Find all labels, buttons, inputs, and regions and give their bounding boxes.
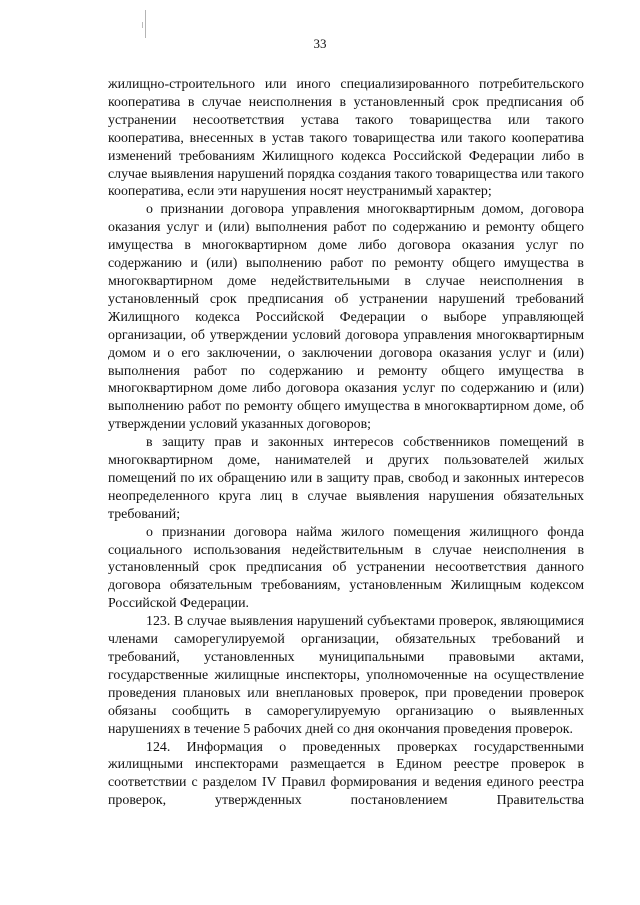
paragraph-social-rental-contract: о признании договора найма жилого помещения жилищного фонда социального использования недействительным в случае неисполнения в установленный срок предписания об устранении несоответствия данного договора обязательным требованиям, установленным Жилищным кодексом Российской Федерации.	[108, 524, 584, 612]
document-body	[108, 76, 584, 810]
paragraph-123: 123. В случае выявления нарушений субъектами проверок, являющимися членами саморегулируемой организации, обязательных требований и требований, установленных муниципальными правовыми актами, государственные жилищные инспекторы, уполномоченные на осуществление проведения плановых или внеплановых проверок, при проведении проверок обязаны сообщить в саморегулируемую организацию о выявленных нарушениях в течение 5 рабочих дней со дня окончания проведения проверок.	[108, 614, 584, 737]
paragraph-owners-rights: в защиту прав и законных интересов собственников помещений в многоквартирном доме, нанимателей и других пользователей жилых помещений по их обращению или в защиту прав, свобод и законных интересов неопределенного круга лиц в случае выявления нарушения обязательных требований;	[108, 435, 584, 522]
paragraph-management-contract: о признании договора управления многоквартирным домом, договора оказания услуг и (или) выполнения работ по содержанию и ремонту общего имущества в многоквартирном доме либо договора оказания услуг по содержанию и (или) выполнению работ по ремонту общего имущества в многоквартирном доме недействительными в случае неисполнения в установленный срок предписания об устранении нарушений требований Жилищного кодекса Российской Федерации о выборе управляющей организации, об утверждении условий договора управления многоквартирным домом и о его заключении, о заключении договора оказания услуг и (или) выполнения работ по содержанию и ремонту общего имущества в многоквартирном доме либо договора оказания услуг по содержанию и (или) выполнению работ по ремонту общего имущества в многоквартирном доме, об утверждении условий указанных договоров;	[108, 202, 584, 433]
paragraph-cooperative-violations: жилищно-строительного или иного специализированного потребительского кооператива в случае неисполнения в установленный срок предписания об устранении несоответствия устава такого товарищества или такого кооператива, внесенных в устав такого товарищества или такого кооператива изменений требованиям Жилищного кодекса Российской Федерации либо в случае выявления нарушений порядка создания такого товарищества или такого кооператива, если эти нарушения носят неустранимый характер;	[108, 77, 584, 200]
scan-artifact-mark	[145, 10, 146, 38]
paragraph-124: 124. Информация о проведенных проверках государственными жилищными инспекторами размещается в Едином реестре проверок в соответствии с разделом IV Правил формирования и ведения единого реестра проверок, утвержденных постановлением Правительства	[108, 739, 584, 809]
page-number: 33	[313, 36, 327, 51]
scan-artifact-mark	[142, 22, 143, 28]
